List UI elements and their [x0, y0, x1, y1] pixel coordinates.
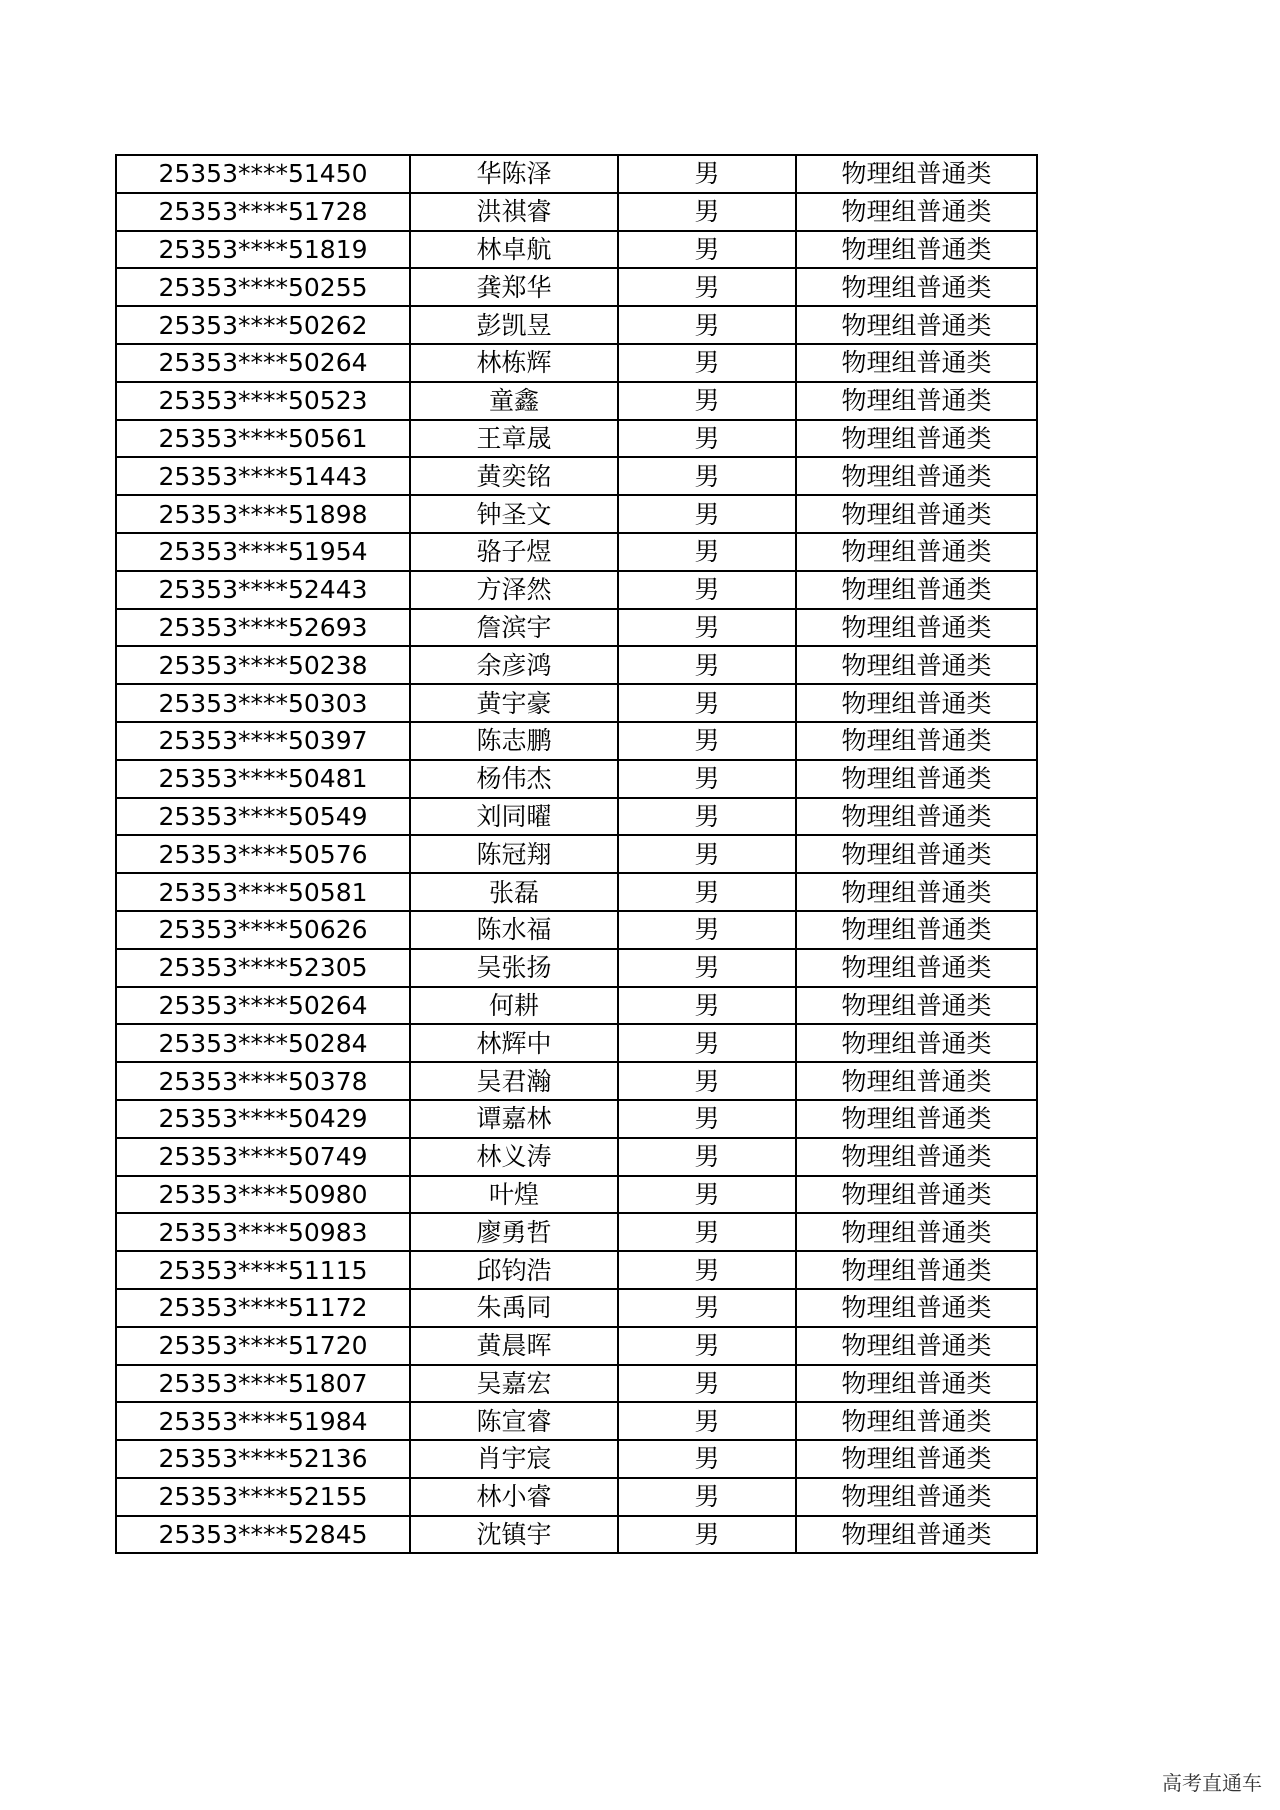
gender-cell: 男 — [618, 684, 796, 722]
table-row — [116, 911, 1037, 949]
candidate-id-cell: 25353****51954 — [116, 533, 410, 571]
subject-track-cell: 物理组普通类 — [796, 1327, 1037, 1365]
subject-track-cell: 物理组普通类 — [796, 268, 1037, 306]
subject-track-cell: 物理组普通类 — [796, 382, 1037, 420]
candidate-id-cell: 25353****51728 — [116, 193, 410, 231]
gender-cell: 男 — [618, 911, 796, 949]
table-row — [116, 1440, 1037, 1478]
gender-cell: 男 — [618, 571, 796, 609]
subject-track-cell: 物理组普通类 — [796, 306, 1037, 344]
student-name-cell: 肖宇宸 — [410, 1440, 618, 1478]
candidate-id-cell: 25353****52443 — [116, 571, 410, 609]
gender-cell: 男 — [618, 1024, 796, 1062]
candidate-id-cell: 25353****52845 — [116, 1516, 410, 1554]
candidate-id-cell: 25353****51115 — [116, 1251, 410, 1289]
subject-track-cell: 物理组普通类 — [796, 1516, 1037, 1554]
candidate-id-cell: 25353****50980 — [116, 1176, 410, 1214]
subject-track-cell: 物理组普通类 — [796, 193, 1037, 231]
student-name-cell: 吴张扬 — [410, 949, 618, 987]
gender-cell: 男 — [618, 722, 796, 760]
candidate-id-cell: 25353****50576 — [116, 835, 410, 873]
subject-track-cell: 物理组普通类 — [796, 1402, 1037, 1440]
table-row — [116, 1176, 1037, 1214]
table-row — [116, 495, 1037, 533]
candidate-id-cell: 25353****52155 — [116, 1478, 410, 1516]
table-row — [116, 835, 1037, 873]
student-name-cell: 洪祺睿 — [410, 193, 618, 231]
student-name-cell: 黄奕铭 — [410, 457, 618, 495]
gender-cell: 男 — [618, 1100, 796, 1138]
candidate-id-cell: 25353****51984 — [116, 1402, 410, 1440]
table-row — [116, 873, 1037, 911]
student-name-cell: 陈冠翔 — [410, 835, 618, 873]
gender-cell: 男 — [618, 1365, 796, 1403]
student-name-cell: 王章晟 — [410, 420, 618, 458]
candidate-id-cell: 25353****52136 — [116, 1440, 410, 1478]
candidate-id-cell: 25353****50303 — [116, 684, 410, 722]
subject-track-cell: 物理组普通类 — [796, 1251, 1037, 1289]
candidate-id-cell: 25353****51898 — [116, 495, 410, 533]
gender-cell: 男 — [618, 1289, 796, 1327]
student-name-cell: 林义涛 — [410, 1138, 618, 1176]
gender-cell: 男 — [618, 987, 796, 1025]
student-name-cell: 黄宇豪 — [410, 684, 618, 722]
table-row — [116, 1516, 1037, 1554]
student-name-cell: 彭凯昱 — [410, 306, 618, 344]
table-row — [116, 231, 1037, 269]
gender-cell: 男 — [618, 1516, 796, 1554]
student-name-cell: 叶煌 — [410, 1176, 618, 1214]
candidate-id-cell: 25353****50549 — [116, 798, 410, 836]
subject-track-cell: 物理组普通类 — [796, 457, 1037, 495]
student-name-cell: 龚郑华 — [410, 268, 618, 306]
subject-track-cell: 物理组普通类 — [796, 835, 1037, 873]
table-row — [116, 268, 1037, 306]
subject-track-cell: 物理组普通类 — [796, 609, 1037, 647]
candidate-id-cell: 25353****50397 — [116, 722, 410, 760]
student-name-cell: 詹滨宇 — [410, 609, 618, 647]
candidate-id-cell: 25353****50262 — [116, 306, 410, 344]
student-name-cell: 廖勇哲 — [410, 1213, 618, 1251]
student-name-cell: 林小睿 — [410, 1478, 618, 1516]
student-name-cell: 余彦鸿 — [410, 646, 618, 684]
subject-track-cell: 物理组普通类 — [796, 1138, 1037, 1176]
table-row — [116, 382, 1037, 420]
candidate-id-cell: 25353****51720 — [116, 1327, 410, 1365]
gender-cell: 男 — [618, 1440, 796, 1478]
student-name-cell: 陈志鹏 — [410, 722, 618, 760]
candidate-id-cell: 25353****51819 — [116, 231, 410, 269]
gender-cell: 男 — [618, 1402, 796, 1440]
gender-cell: 男 — [618, 873, 796, 911]
student-name-cell: 张磊 — [410, 873, 618, 911]
student-name-cell: 杨伟杰 — [410, 760, 618, 798]
subject-track-cell: 物理组普通类 — [796, 1289, 1037, 1327]
table-row — [116, 798, 1037, 836]
subject-track-cell: 物理组普通类 — [796, 1440, 1037, 1478]
subject-track-cell: 物理组普通类 — [796, 722, 1037, 760]
table-row — [116, 155, 1037, 193]
table-row — [116, 722, 1037, 760]
subject-track-cell: 物理组普通类 — [796, 1024, 1037, 1062]
subject-track-cell: 物理组普通类 — [796, 1100, 1037, 1138]
candidate-id-cell: 25353****50581 — [116, 873, 410, 911]
table-row — [116, 571, 1037, 609]
table-row — [116, 609, 1037, 647]
subject-track-cell: 物理组普通类 — [796, 1365, 1037, 1403]
table-row — [116, 987, 1037, 1025]
watermark-text: 高考直通车 — [1162, 1771, 1262, 1795]
table-row — [116, 1024, 1037, 1062]
subject-track-cell: 物理组普通类 — [796, 911, 1037, 949]
candidate-id-cell: 25353****50264 — [116, 987, 410, 1025]
candidate-id-cell: 25353****51807 — [116, 1365, 410, 1403]
student-name-cell: 林栋辉 — [410, 344, 618, 382]
roster-body — [116, 155, 1037, 1553]
table-row — [116, 684, 1037, 722]
subject-track-cell: 物理组普通类 — [796, 873, 1037, 911]
candidate-id-cell: 25353****50429 — [116, 1100, 410, 1138]
gender-cell: 男 — [618, 268, 796, 306]
subject-track-cell: 物理组普通类 — [796, 798, 1037, 836]
table-row — [116, 1289, 1037, 1327]
student-name-cell: 朱禹同 — [410, 1289, 618, 1327]
gender-cell: 男 — [618, 193, 796, 231]
subject-track-cell: 物理组普通类 — [796, 1062, 1037, 1100]
gender-cell: 男 — [618, 1213, 796, 1251]
student-name-cell: 童鑫 — [410, 382, 618, 420]
subject-track-cell: 物理组普通类 — [796, 155, 1037, 193]
table-row — [116, 949, 1037, 987]
table-row — [116, 457, 1037, 495]
table-row — [116, 1478, 1037, 1516]
table-row — [116, 533, 1037, 571]
candidate-id-cell: 25353****52305 — [116, 949, 410, 987]
subject-track-cell: 物理组普通类 — [796, 495, 1037, 533]
subject-track-cell: 物理组普通类 — [796, 420, 1037, 458]
gender-cell: 男 — [618, 1251, 796, 1289]
candidate-id-cell: 25353****51172 — [116, 1289, 410, 1327]
subject-track-cell: 物理组普通类 — [796, 760, 1037, 798]
table-row — [116, 1251, 1037, 1289]
gender-cell: 男 — [618, 533, 796, 571]
table-row — [116, 646, 1037, 684]
subject-track-cell: 物理组普通类 — [796, 571, 1037, 609]
student-name-cell: 吴嘉宏 — [410, 1365, 618, 1403]
gender-cell: 男 — [618, 1062, 796, 1100]
gender-cell: 男 — [618, 835, 796, 873]
gender-cell: 男 — [618, 382, 796, 420]
candidate-id-cell: 25353****50238 — [116, 646, 410, 684]
candidate-id-cell: 25353****50284 — [116, 1024, 410, 1062]
student-name-cell: 陈宣睿 — [410, 1402, 618, 1440]
gender-cell: 男 — [618, 798, 796, 836]
gender-cell: 男 — [618, 344, 796, 382]
student-name-cell: 沈镇宇 — [410, 1516, 618, 1554]
subject-track-cell: 物理组普通类 — [796, 344, 1037, 382]
student-name-cell: 钟圣文 — [410, 495, 618, 533]
student-name-cell: 刘同曜 — [410, 798, 618, 836]
student-name-cell: 华陈泽 — [410, 155, 618, 193]
gender-cell: 男 — [618, 1176, 796, 1214]
student-name-cell: 骆子煜 — [410, 533, 618, 571]
candidate-id-cell: 25353****52693 — [116, 609, 410, 647]
student-name-cell: 陈水福 — [410, 911, 618, 949]
student-name-cell: 黄晨晖 — [410, 1327, 618, 1365]
table-row — [116, 760, 1037, 798]
table-row — [116, 1062, 1037, 1100]
student-name-cell: 林辉中 — [410, 1024, 618, 1062]
candidate-id-cell: 25353****50561 — [116, 420, 410, 458]
candidate-id-cell: 25353****50523 — [116, 382, 410, 420]
candidate-id-cell: 25353****50626 — [116, 911, 410, 949]
candidate-id-cell: 25353****50481 — [116, 760, 410, 798]
subject-track-cell: 物理组普通类 — [796, 1213, 1037, 1251]
student-name-cell: 何耕 — [410, 987, 618, 1025]
gender-cell: 男 — [618, 1138, 796, 1176]
table-row — [116, 193, 1037, 231]
table-row — [116, 1402, 1037, 1440]
student-name-cell: 吴君瀚 — [410, 1062, 618, 1100]
gender-cell: 男 — [618, 231, 796, 269]
gender-cell: 男 — [618, 609, 796, 647]
table-row — [116, 344, 1037, 382]
table-row — [116, 420, 1037, 458]
gender-cell: 男 — [618, 1478, 796, 1516]
candidate-id-cell: 25353****50255 — [116, 268, 410, 306]
gender-cell: 男 — [618, 306, 796, 344]
gender-cell: 男 — [618, 155, 796, 193]
gender-cell: 男 — [618, 949, 796, 987]
student-name-cell: 谭嘉林 — [410, 1100, 618, 1138]
table-row — [116, 306, 1037, 344]
gender-cell: 男 — [618, 646, 796, 684]
subject-track-cell: 物理组普通类 — [796, 987, 1037, 1025]
table-row — [116, 1365, 1037, 1403]
table-row — [116, 1138, 1037, 1176]
gender-cell: 男 — [618, 760, 796, 798]
gender-cell: 男 — [618, 1327, 796, 1365]
table-row — [116, 1100, 1037, 1138]
table-row — [116, 1213, 1037, 1251]
candidate-id-cell: 25353****51450 — [116, 155, 410, 193]
candidate-id-cell: 25353****50749 — [116, 1138, 410, 1176]
gender-cell: 男 — [618, 495, 796, 533]
student-roster-table — [115, 154, 1038, 1554]
subject-track-cell: 物理组普通类 — [796, 949, 1037, 987]
subject-track-cell: 物理组普通类 — [796, 684, 1037, 722]
subject-track-cell: 物理组普通类 — [796, 231, 1037, 269]
candidate-id-cell: 25353****50264 — [116, 344, 410, 382]
gender-cell: 男 — [618, 420, 796, 458]
gender-cell: 男 — [618, 457, 796, 495]
candidate-id-cell: 25353****50983 — [116, 1213, 410, 1251]
student-name-cell: 林卓航 — [410, 231, 618, 269]
subject-track-cell: 物理组普通类 — [796, 646, 1037, 684]
subject-track-cell: 物理组普通类 — [796, 1176, 1037, 1214]
student-name-cell: 邱钧浩 — [410, 1251, 618, 1289]
subject-track-cell: 物理组普通类 — [796, 533, 1037, 571]
subject-track-cell: 物理组普通类 — [796, 1478, 1037, 1516]
student-name-cell: 方泽然 — [410, 571, 618, 609]
table-row — [116, 1327, 1037, 1365]
candidate-id-cell: 25353****50378 — [116, 1062, 410, 1100]
candidate-id-cell: 25353****51443 — [116, 457, 410, 495]
